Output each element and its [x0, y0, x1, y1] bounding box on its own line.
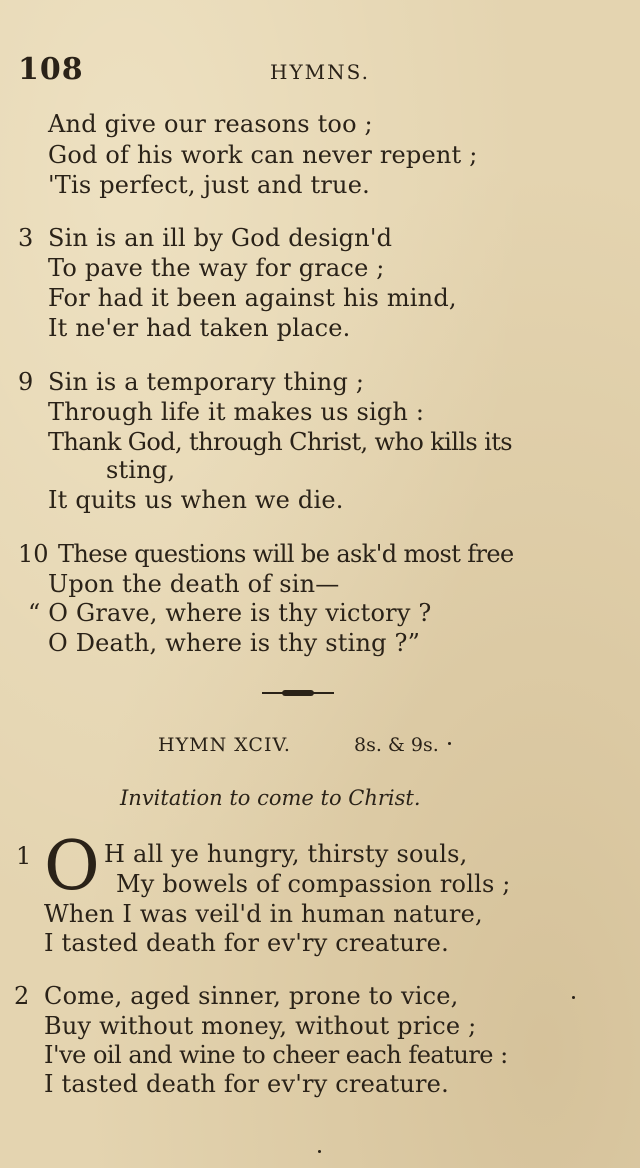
- verse-number: 3: [18, 224, 34, 252]
- verse-line: God of his work can never repent ;: [48, 141, 478, 169]
- page-header: [18, 52, 618, 88]
- verse-number: 10: [18, 540, 49, 568]
- ink-speck: [448, 742, 451, 745]
- verse-line: These questions will be ask'd most free: [58, 540, 514, 568]
- verse-line: I tasted death for ev'ry creature.: [44, 929, 449, 957]
- hymn-meter: 8s. & 9s.: [354, 734, 439, 756]
- verse-line: I've oil and wine to cheer each feature :: [44, 1041, 508, 1069]
- verse-line: It quits us when we die.: [48, 486, 344, 514]
- running-head: HYMNS.: [270, 60, 370, 84]
- divider-swell: [282, 690, 314, 696]
- verse-line: Upon the death of sin—: [48, 570, 340, 598]
- verse-line: My bowels of compassion rolls ;: [116, 870, 511, 898]
- verse-line: Sin is a temporary thing ;: [48, 368, 365, 396]
- verse-line: Thank God, through Christ, who kills its: [48, 428, 512, 456]
- verse-line: 'Tis perfect, just and true.: [48, 171, 370, 199]
- drop-cap: O: [44, 827, 100, 906]
- ink-speck: [318, 1150, 321, 1153]
- verse-line: Sin is an ill by God design'd: [48, 224, 393, 252]
- section-divider-ornament: [262, 690, 334, 696]
- hymn-subtitle: Invitation to come to Christ.: [120, 786, 421, 810]
- verse-line: And give our reasons too ;: [48, 110, 373, 138]
- verse-number: 1: [16, 842, 32, 870]
- verse-line: When I was veil'd in human nature,: [44, 900, 483, 928]
- verse-line: For had it been against his mind,: [48, 284, 457, 312]
- verse-line: O Death, where is thy sting ?”: [48, 629, 421, 657]
- verse-line: Buy without money, without price ;: [44, 1012, 477, 1040]
- verse-number: 2: [14, 982, 30, 1010]
- verse-number: 9: [18, 368, 34, 396]
- verse-line: Through life it makes us sigh :: [48, 398, 425, 426]
- verse-line: It ne'er had taken place.: [48, 314, 351, 342]
- verse-line: I tasted death for ev'ry creature.: [44, 1070, 449, 1098]
- hymn-title: HYMN XCIV.: [158, 734, 291, 756]
- verse-line: Come, aged sinner, prone to vice,: [44, 982, 459, 1010]
- ink-speck: [572, 996, 575, 999]
- verse-line-continuation: sting,: [106, 456, 176, 484]
- verse-line: “ O Grave, where is thy victory ?: [28, 599, 432, 627]
- verse-line: H all ye hungry, thirsty souls,: [104, 840, 468, 868]
- page-number: 108: [18, 52, 84, 87]
- verse-line: To pave the way for grace ;: [48, 254, 385, 282]
